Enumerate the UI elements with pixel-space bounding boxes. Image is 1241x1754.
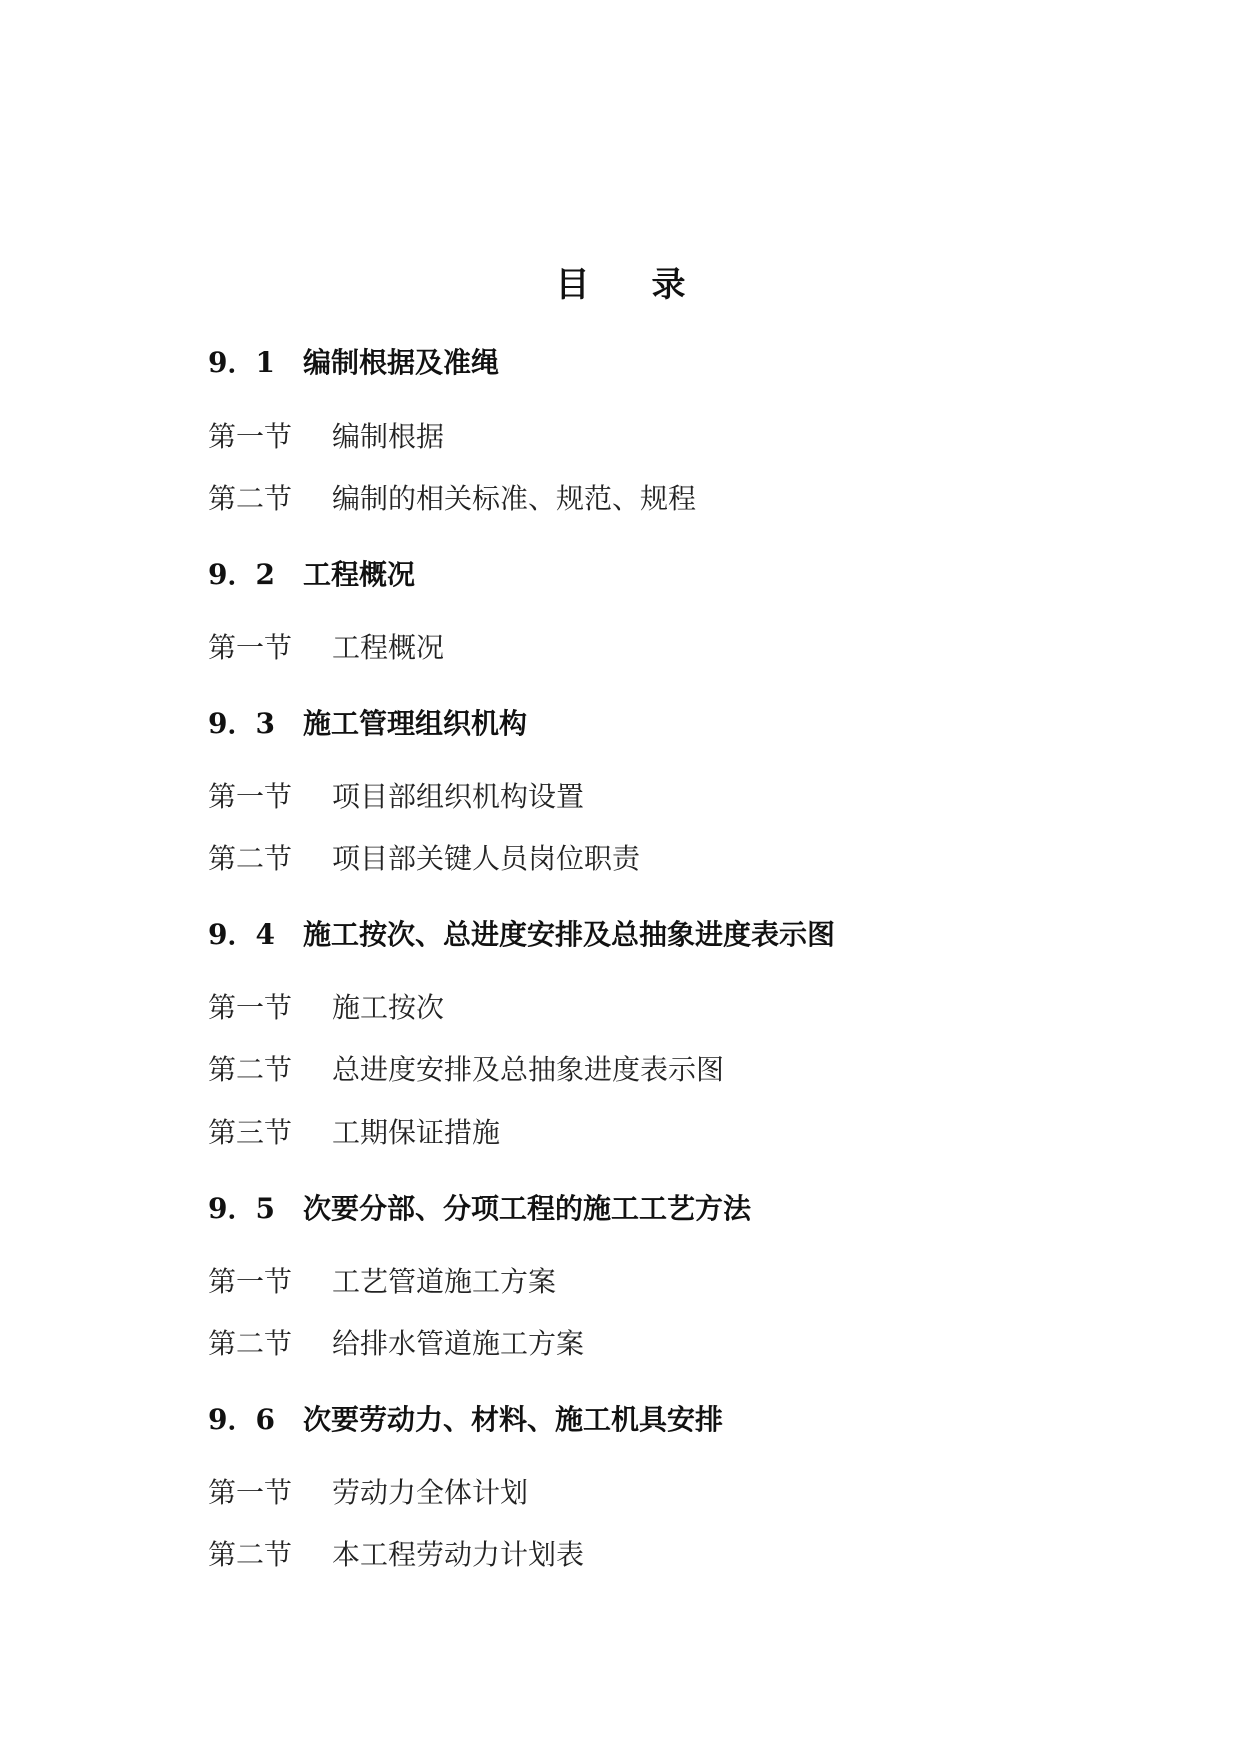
section-title: 工期保证措施 [332,1116,501,1149]
chapter-number: 9．4 [208,918,275,951]
section-label: 第二节 [208,482,293,515]
chapter-number: 9．1 [208,346,275,379]
chapter-number: 9．5 [208,1192,275,1225]
chapter-number: 9．2 [208,558,275,591]
section-entry [208,839,640,879]
chapter-heading [208,343,499,383]
section-title: 工程概况 [332,631,445,664]
chapter-heading [208,915,835,955]
page-title [0,262,1241,308]
section-title: 施工按次 [332,991,445,1024]
chapter-title: 次要分部、分项工程的施工工艺方法 [303,1192,752,1225]
section-entry [208,1535,584,1575]
chapter-number: 9．3 [208,707,275,740]
section-title: 总进度安排及总抽象进度表示图 [332,1053,725,1086]
section-title: 给排水管道施工方案 [332,1327,585,1360]
chapter-title: 次要劳动力、材料、施工机具安排 [303,1403,724,1436]
section-title: 本工程劳动力计划表 [332,1538,585,1571]
section-entry [208,417,444,457]
chapter-title: 施工按次、总进度安排及总抽象进度表示图 [303,918,836,951]
section-label: 第二节 [208,1538,293,1571]
section-label: 第一节 [208,1265,293,1298]
title-char-1: 目 [555,265,590,305]
section-label: 第二节 [208,1327,293,1360]
chapter-title: 编制根据及准绳 [303,346,500,379]
section-title: 工艺管道施工方案 [332,1265,557,1298]
section-entry [208,1324,584,1364]
chapter-heading [208,704,527,744]
section-label: 第二节 [208,1053,293,1086]
section-label: 第一节 [208,991,293,1024]
section-title: 项目部组织机构设置 [332,780,585,813]
chapter-heading [208,1400,723,1440]
section-label: 第二节 [208,842,293,875]
section-label: 第一节 [208,780,293,813]
section-label: 第一节 [208,631,293,664]
chapter-title: 工程概况 [303,558,416,591]
section-entry [208,1050,724,1090]
section-entry [208,777,584,817]
section-entry [208,479,696,519]
chapter-heading [208,1189,751,1229]
section-label: 第一节 [208,420,293,453]
title-char-2: 录 [651,265,686,305]
section-entry [208,1262,556,1302]
section-title: 编制根据 [332,420,445,453]
section-entry [208,1113,500,1153]
chapter-title: 施工管理组织机构 [303,707,528,740]
section-entry [208,988,444,1028]
section-label: 第一节 [208,1476,293,1509]
section-label: 第三节 [208,1116,293,1149]
section-entry [208,1473,528,1513]
chapter-heading [208,555,415,595]
chapter-number: 9．6 [208,1403,275,1436]
section-title: 劳动力全体计划 [332,1476,529,1509]
section-entry [208,628,444,668]
section-title: 项目部关键人员岗位职责 [332,842,641,875]
section-title: 编制的相关标准、规范、规程 [332,482,697,515]
